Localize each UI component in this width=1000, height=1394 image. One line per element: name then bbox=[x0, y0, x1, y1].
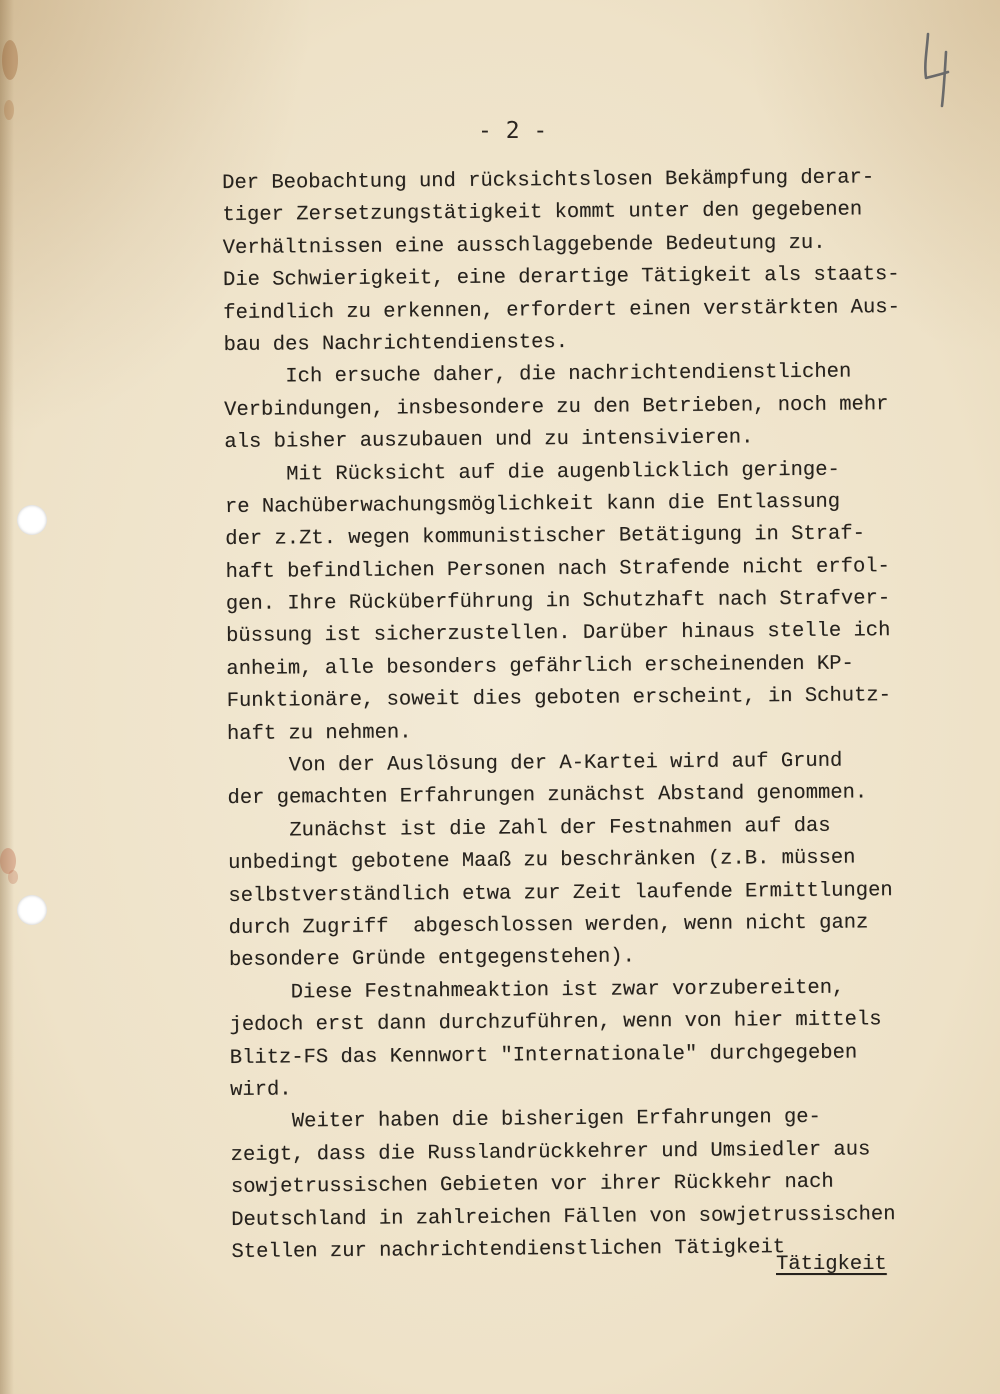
text-line: wird. bbox=[229, 1078, 292, 1102]
text-line: Blitz-FS das Kennwort "Internationale" durchgegeben bbox=[229, 1041, 858, 1070]
page-number: - 2 - bbox=[478, 118, 548, 144]
rust-stain bbox=[2, 40, 18, 80]
text-line: bau des Nachrichtendienstes. bbox=[223, 330, 569, 357]
text-line: zeigt, dass die Russlandrückkehrer und Umsiedler aus bbox=[230, 1138, 871, 1167]
text-line: durch Zugriff abgeschlossen werden, wenn nicht ganz bbox=[228, 911, 869, 940]
text-line: Ich ersuche daher, die nachrichtendienstlichen bbox=[223, 360, 852, 390]
text-line: Deutschland in zahlreichen Fällen von sowjetrussischen bbox=[231, 1202, 896, 1232]
text-line: unbedingt gebotene Maaß zu beschränken (z.B. müssen bbox=[227, 846, 856, 876]
text-line: Stellen zur nachrichtendienstlichen Tätigkeit bbox=[231, 1236, 786, 1264]
catchword: Tätigkeit bbox=[776, 1253, 887, 1276]
text-line: Zunächst ist die Zahl der Festnahmen auf das bbox=[227, 814, 831, 843]
body-text bbox=[222, 162, 962, 1270]
text-line: Weiter haben die bisherigen Erfahrungen ge- bbox=[230, 1106, 821, 1135]
text-line: sowjetrussischen Gebieten vor ihrer Rückkehr nach bbox=[230, 1170, 834, 1200]
rust-stain bbox=[8, 870, 18, 884]
text-line: Funktionäre, soweit dies geboten erscheint, in Schutz- bbox=[226, 684, 892, 714]
text-line: der z.Zt. wegen kommunistischer Betätigung in Straf- bbox=[225, 522, 866, 552]
text-line: der gemachten Erfahrungen zunächst Abstand genommen. bbox=[227, 781, 868, 811]
text-line: tiger Zersetzungstätigkeit kommt unter den gegebenen bbox=[222, 198, 863, 228]
text-line: haft zu nehmen. bbox=[226, 721, 412, 746]
handwritten-folio-mark bbox=[918, 30, 958, 110]
text-line: Verbindungen, insbesondere zu den Betrieben, noch mehr bbox=[224, 392, 889, 422]
text-line: haft befindlichen Personen nach Strafende nicht erfol- bbox=[225, 554, 890, 584]
text-line: feindlich zu erkennen, erfordert einen verstärkten Aus- bbox=[223, 295, 900, 325]
text-line: gen. Ihre Rücküberführung in Schutzhaft nach Strafver- bbox=[225, 587, 891, 617]
text-line: Von der Auslösung der A-Kartei wird auf Grund bbox=[227, 749, 843, 779]
text-line: als bisher auszubauen und zu intensivieren. bbox=[224, 426, 754, 455]
text-line: besondere Gründe entgegenstehen). bbox=[228, 945, 635, 973]
rust-stain bbox=[4, 100, 14, 120]
text-line: anheim, alle besonders gefährlich erscheinenden KP- bbox=[226, 652, 854, 681]
text-line: Mit Rücksicht auf die augenblicklich geringe- bbox=[224, 458, 840, 487]
text-line: Der Beobachtung und rücksichtslosen Bekämpfung derar- bbox=[222, 166, 875, 195]
text-line: Die Schwierigkeit, eine derartige Tätigkeit als staats- bbox=[222, 263, 900, 293]
text-line: Verhältnissen eine ausschlaggebende Bedeutung zu. bbox=[222, 231, 826, 260]
punch-hole bbox=[17, 895, 47, 925]
text-line: selbstverständlich etwa zur Zeit laufende Ermittlungen bbox=[228, 878, 893, 908]
text-line: jedoch erst dann durchzuführen, wenn von hier mittels bbox=[229, 1008, 882, 1038]
punch-hole bbox=[17, 505, 47, 535]
text-line: büssung ist sicherzustellen. Darüber hinaus stelle ich bbox=[225, 619, 891, 649]
text-line: re Nachüberwachungsmöglichkeit kann die Entlassung bbox=[224, 490, 841, 519]
text-line: Diese Festnahmeaktion ist zwar vorzubereiten, bbox=[229, 976, 845, 1005]
paper-spine-shadow bbox=[0, 0, 14, 1394]
